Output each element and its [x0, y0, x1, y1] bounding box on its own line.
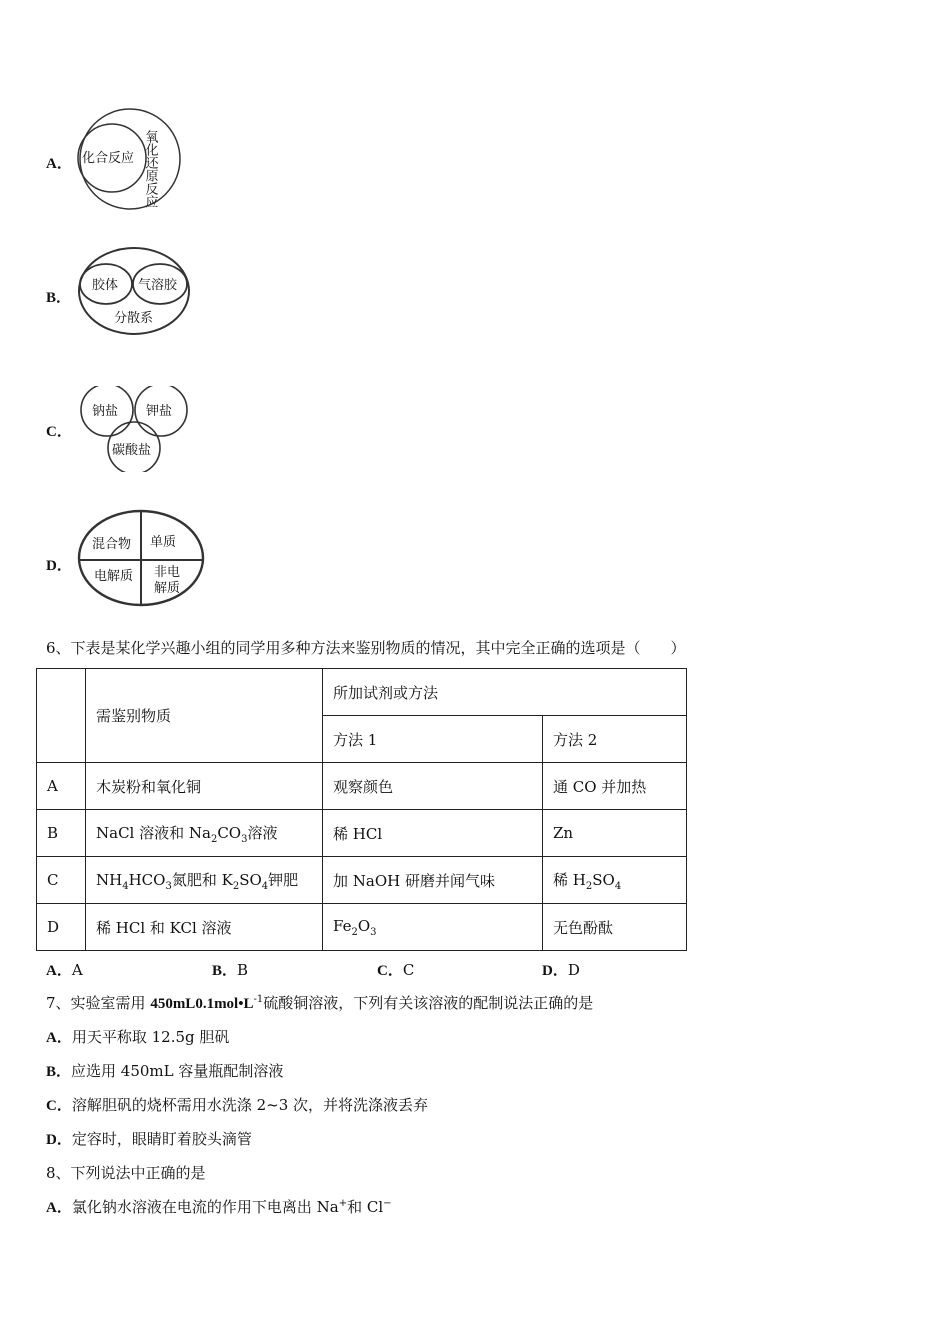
row-method-1: 加 NaOH 研磨并闻气味	[323, 857, 543, 904]
label-nonelectrolyte-2: 解质	[154, 581, 181, 596]
label-electrolyte: 电解质	[94, 569, 134, 584]
left-ellipse-label: 胶体	[92, 278, 119, 293]
option-b-label: B．	[46, 290, 72, 306]
row-method-1: 观察颜色	[323, 763, 543, 810]
label-nonelectrolyte-1: 非电	[154, 565, 181, 580]
option-d-label: D．	[46, 558, 72, 574]
header-methods: 所加试剂或方法	[323, 669, 687, 716]
table-row	[37, 810, 687, 857]
row-substance: 稀 HCl 和 KCl 溶液	[86, 904, 323, 951]
q7-option-b: B．应选用 450mL 容量瓶配制溶液	[46, 1062, 284, 1080]
outer-ellipse-label: 分散系	[114, 311, 154, 326]
label-carbonate: 碳酸盐	[112, 443, 152, 458]
row-method-1: 稀 HCl	[323, 810, 543, 857]
row-id: B	[37, 810, 86, 857]
q7-option-c: C．溶解胆矾的烧杯需用水洗涤 2~3 次，并将洗涤液丢弃	[46, 1096, 429, 1114]
q6-stem: 6、下表是某化学兴趣小组的同学用多种方法来鉴别物质的情况，其中完全正确的选项是（ ）	[46, 639, 686, 657]
answer-c: C．C	[377, 961, 415, 979]
answer-b: B．B	[212, 961, 249, 979]
table-row	[37, 763, 687, 810]
row-id: D	[37, 904, 86, 951]
row-method-2: Zn	[543, 810, 687, 857]
diagram-a	[74, 106, 186, 212]
answer-a: A．A	[46, 961, 83, 979]
header-method-2: 方法 2	[543, 716, 687, 763]
row-id: C	[37, 857, 86, 904]
header-method-1: 方法 1	[323, 716, 543, 763]
q7-stem: 7、实验室需用 $450mL0.1mol•L^{-1}$硫酸铜溶液，下列有关该溶液的配制说法正确的是	[46, 994, 594, 1012]
label-potassium: 钾盐	[146, 404, 173, 419]
inner-circle-label: 化合反应	[82, 151, 135, 166]
q7-option-a: A．用天平称取 12.5g 胆矾	[46, 1028, 230, 1046]
option-a-label: A．	[46, 156, 72, 172]
outer-circle-label: 氧化还原反应	[142, 130, 158, 208]
row-method-2: 稀 $H_2SO_4$	[543, 857, 687, 904]
table-row	[37, 857, 687, 904]
diagram-d	[74, 508, 208, 608]
row-substance: 木炭粉和氧化铜	[86, 763, 323, 810]
q8-option-a: A．氯化钠水溶液在电流的作用下电离出 Na+和 Cl−	[46, 1198, 392, 1216]
corner-cell	[37, 669, 86, 763]
row-method-1: $Fe_2O_3$	[323, 904, 543, 951]
option-c-label: C．	[46, 424, 72, 440]
row-method-2: 无色酚酞	[543, 904, 687, 951]
q7-option-d: D．定容时，眼睛盯着胶头滴管	[46, 1130, 252, 1148]
q8-stem: 8、下列说法中正确的是	[46, 1164, 206, 1182]
table-row	[37, 904, 687, 951]
header-substance: 需鉴别物质	[86, 669, 323, 763]
row-method-2: 通 CO 并加热	[543, 763, 687, 810]
label-mixture: 混合物	[92, 537, 132, 552]
diagram-c	[74, 386, 194, 472]
diagram-b	[74, 246, 194, 338]
label-element: 单质	[150, 535, 177, 550]
row-substance: $NH_4HCO_3$氮肥和 $K_2SO_4$钾肥	[86, 857, 323, 904]
answer-d: D．D	[542, 961, 580, 979]
label-sodium: 钠盐	[92, 404, 119, 419]
right-ellipse-label: 气溶胶	[138, 278, 178, 293]
q6-table	[36, 668, 687, 951]
row-id: A	[37, 763, 86, 810]
row-substance: NaCl 溶液和 $Na_2CO_3$溶液	[86, 810, 323, 857]
